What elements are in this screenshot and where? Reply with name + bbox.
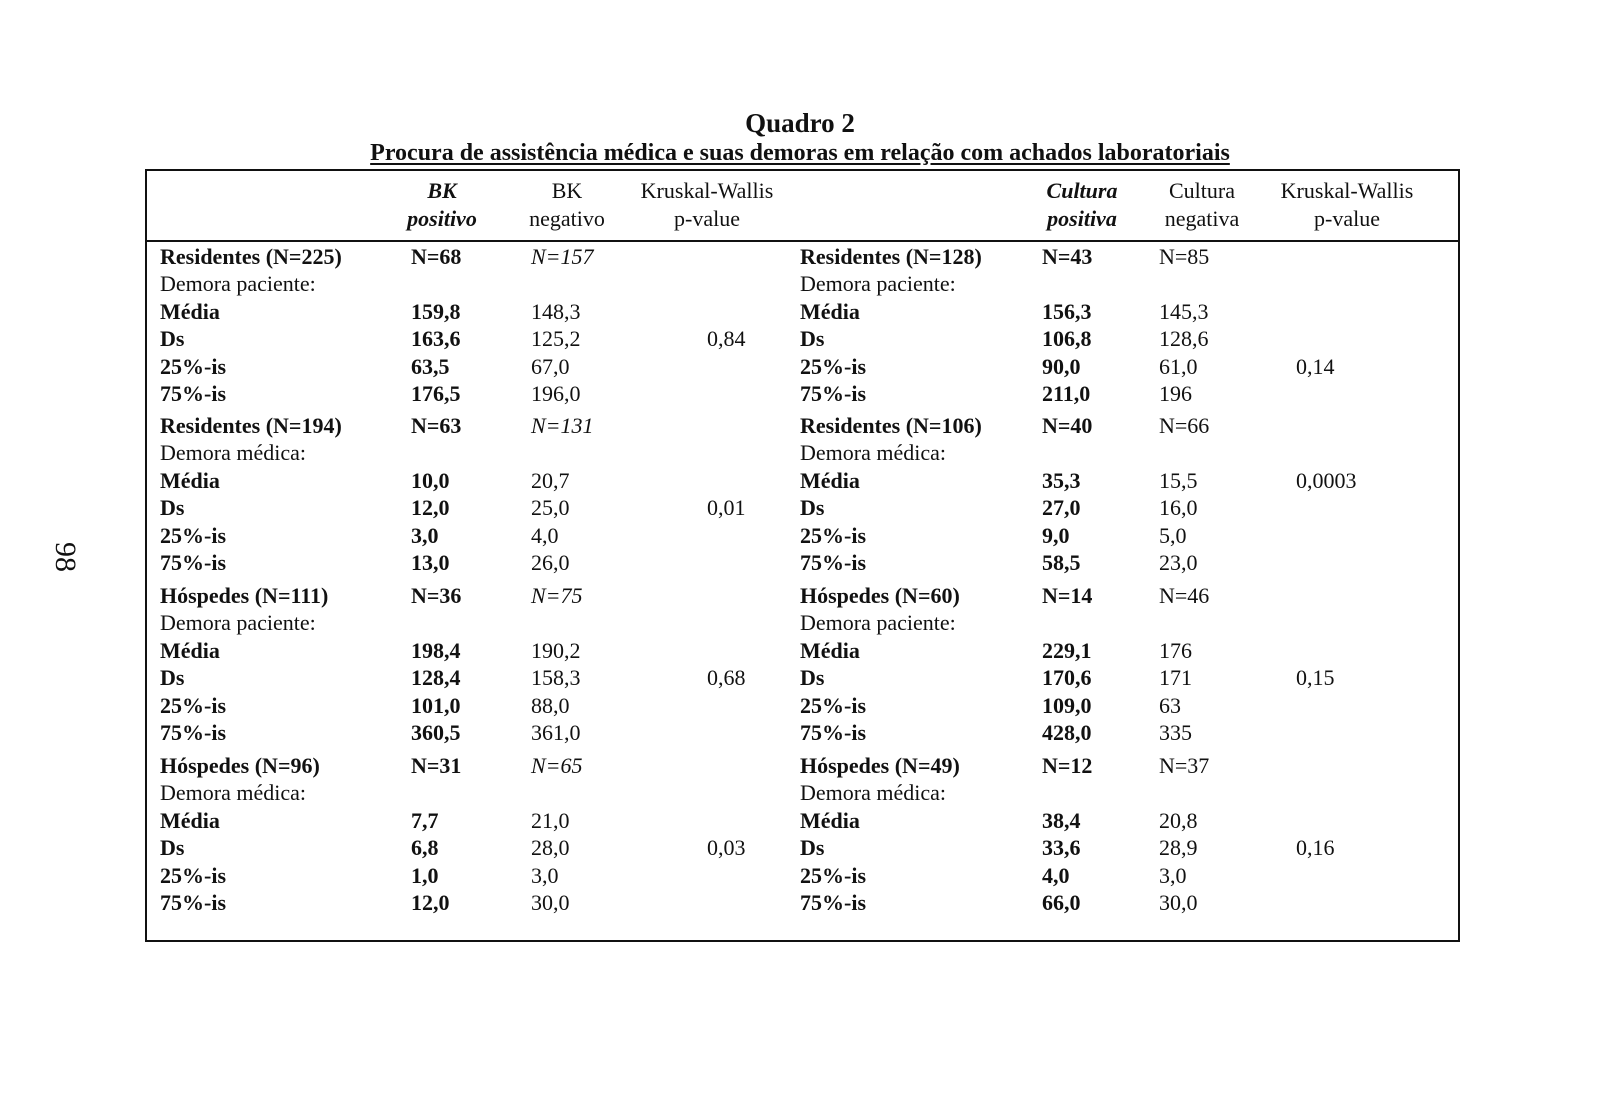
left-value-positive: 101,0: [411, 692, 461, 718]
right-row-label: 75%-is: [800, 550, 866, 575]
left-value-positive: 198,4: [411, 637, 461, 663]
left-row-label: Ds: [160, 835, 185, 861]
right-value-positive: 109,0: [1042, 692, 1092, 718]
left-value-negative: 190,2: [531, 637, 581, 663]
header-cultura-positiva: Cultura positiva: [1046, 178, 1118, 231]
right-row-label: Média: [800, 637, 860, 663]
left-group-label: Residentes (N=225): [160, 244, 342, 269]
header-kruskal-wallis-right: Kruskal-Wallis p-value: [1280, 178, 1414, 231]
left-row-label: 25%-is: [160, 353, 226, 379]
right-value-negative: 16,0: [1159, 495, 1198, 521]
header-cultura-negativa: Cultura negativa: [1164, 178, 1240, 231]
right-value-positive: 66,0: [1042, 890, 1081, 915]
right-n-negative: N=46: [1159, 583, 1210, 608]
right-row-label: 75%-is: [800, 890, 866, 915]
right-value-positive: 4,0: [1042, 862, 1070, 888]
left-n-negative: N=157: [531, 244, 594, 269]
right-row-label: 25%-is: [800, 862, 866, 888]
right-n-negative: N=85: [1159, 244, 1210, 269]
left-row-label: 75%-is: [160, 890, 226, 915]
right-value-positive: 33,6: [1042, 835, 1081, 861]
left-value-negative: 158,3: [531, 665, 581, 691]
left-value-positive: 3,0: [411, 522, 439, 548]
right-p-value: 0,14: [1296, 353, 1335, 379]
left-row-label: 75%-is: [160, 720, 226, 745]
right-value-negative: 171: [1159, 665, 1192, 691]
left-value-negative: 148,3: [531, 298, 581, 324]
right-value-negative: 30,0: [1159, 890, 1198, 915]
left-value-negative: 67,0: [531, 353, 570, 379]
right-value-negative: 128,6: [1159, 326, 1209, 352]
right-p-value: 0,16: [1296, 835, 1335, 861]
left-row-label: 25%-is: [160, 522, 226, 548]
left-row-label: Ds: [160, 326, 185, 352]
right-n-positive: N=43: [1042, 244, 1093, 269]
right-p-value: 0,15: [1296, 665, 1335, 691]
right-row-label: 25%-is: [800, 692, 866, 718]
right-group-label: Residentes (N=106): [800, 413, 982, 438]
left-row-label: Média: [160, 637, 220, 663]
right-row-label: 75%-is: [800, 720, 866, 745]
right-value-negative: 61,0: [1159, 353, 1198, 379]
right-n-positive: N=14: [1042, 583, 1093, 608]
right-row-label: Média: [800, 807, 860, 833]
right-value-negative: 335: [1159, 720, 1192, 745]
header-divider: [147, 240, 1458, 242]
right-value-positive: 211,0: [1042, 381, 1091, 406]
left-block-subtitle: Demora médica:: [160, 780, 306, 806]
left-n-negative: N=75: [531, 583, 583, 608]
left-value-negative: 196,0: [531, 381, 581, 406]
right-value-negative: 28,9: [1159, 835, 1198, 861]
left-n-negative: N=65: [531, 753, 583, 778]
left-row-label: Ds: [160, 665, 185, 691]
left-value-negative: 20,7: [531, 467, 570, 493]
left-row-label: Média: [160, 807, 220, 833]
right-value-positive: 35,3: [1042, 467, 1081, 493]
right-value-positive: 27,0: [1042, 495, 1081, 521]
left-row-label: Média: [160, 467, 220, 493]
right-row-label: Média: [800, 467, 860, 493]
right-value-positive: 58,5: [1042, 550, 1081, 575]
right-value-positive: 156,3: [1042, 298, 1092, 324]
right-row-label: Média: [800, 298, 860, 324]
header-kruskal-wallis-left: Kruskal-Wallis p-value: [640, 178, 774, 231]
left-value-positive: 6,8: [411, 835, 439, 861]
left-row-label: Ds: [160, 495, 185, 521]
right-row-label: 25%-is: [800, 522, 866, 548]
left-n-positive: N=63: [411, 413, 462, 438]
left-value-negative: 26,0: [531, 550, 570, 575]
left-group-label: Hóspedes (N=96): [160, 753, 320, 778]
data-table: [145, 169, 1460, 942]
right-block-subtitle: Demora paciente:: [800, 271, 956, 297]
header-bk-positivo: BK positivo: [407, 178, 477, 231]
right-group-label: Hóspedes (N=60): [800, 583, 960, 608]
left-value-positive: 12,0: [411, 890, 450, 915]
right-value-negative: 196: [1159, 381, 1192, 406]
right-value-positive: 38,4: [1042, 807, 1081, 833]
right-row-label: 75%-is: [800, 381, 866, 406]
right-n-negative: N=37: [1159, 753, 1210, 778]
left-row-label: Média: [160, 298, 220, 324]
left-row-label: 25%-is: [160, 692, 226, 718]
left-row-label: 25%-is: [160, 862, 226, 888]
left-n-negative: N=131: [531, 413, 594, 438]
left-n-positive: N=31: [411, 753, 462, 778]
left-value-positive: 63,5: [411, 353, 450, 379]
right-group-label: Hóspedes (N=49): [800, 753, 960, 778]
right-value-positive: 428,0: [1042, 720, 1092, 745]
right-row-label: Ds: [800, 495, 825, 521]
left-value-positive: 159,8: [411, 298, 461, 324]
left-n-positive: N=36: [411, 583, 462, 608]
left-block-subtitle: Demora médica:: [160, 440, 306, 466]
right-row-label: Ds: [800, 835, 825, 861]
left-value-positive: 1,0: [411, 862, 439, 888]
left-value-positive: 7,7: [411, 807, 439, 833]
left-block-subtitle: Demora paciente:: [160, 610, 316, 636]
right-value-negative: 20,8: [1159, 807, 1198, 833]
right-value-positive: 90,0: [1042, 353, 1081, 379]
page-number: 98: [49, 542, 82, 572]
left-value-negative: 21,0: [531, 807, 570, 833]
left-value-positive: 10,0: [411, 467, 450, 493]
left-group-label: Hóspedes (N=111): [160, 583, 329, 608]
right-value-positive: 106,8: [1042, 326, 1092, 352]
left-value-positive: 163,6: [411, 326, 461, 352]
left-value-negative: 28,0: [531, 835, 570, 861]
right-row-label: 25%-is: [800, 353, 866, 379]
right-row-label: Ds: [800, 326, 825, 352]
right-block-subtitle: Demora paciente:: [800, 610, 956, 636]
left-p-value: 0,84: [707, 326, 746, 352]
right-row-label: Ds: [800, 665, 825, 691]
left-row-label: 75%-is: [160, 550, 226, 575]
left-value-negative: 125,2: [531, 326, 581, 352]
left-value-negative: 361,0: [531, 720, 581, 745]
right-value-negative: 176: [1159, 637, 1192, 663]
right-value-negative: 63: [1159, 692, 1181, 718]
right-block-subtitle: Demora médica:: [800, 440, 946, 466]
right-n-negative: N=66: [1159, 413, 1210, 438]
left-value-positive: 12,0: [411, 495, 450, 521]
right-p-value: 0,0003: [1296, 467, 1357, 493]
left-value-negative: 30,0: [531, 890, 570, 915]
header-bk-negativo: BK negativo: [529, 178, 605, 231]
left-value-negative: 4,0: [531, 522, 559, 548]
right-n-positive: N=12: [1042, 753, 1093, 778]
right-value-negative: 145,3: [1159, 298, 1209, 324]
right-value-negative: 5,0: [1159, 522, 1187, 548]
right-value-negative: 15,5: [1159, 467, 1198, 493]
right-value-positive: 9,0: [1042, 522, 1070, 548]
right-value-negative: 3,0: [1159, 862, 1187, 888]
left-row-label: 75%-is: [160, 381, 226, 406]
right-block-subtitle: Demora médica:: [800, 780, 946, 806]
left-value-positive: 360,5: [411, 720, 461, 745]
left-value-positive: 176,5: [411, 381, 461, 406]
left-value-negative: 25,0: [531, 495, 570, 521]
right-group-label: Residentes (N=128): [800, 244, 982, 269]
left-p-value: 0,03: [707, 835, 746, 861]
left-value-positive: 128,4: [411, 665, 461, 691]
left-block-subtitle: Demora paciente:: [160, 271, 316, 297]
left-value-negative: 3,0: [531, 862, 559, 888]
left-p-value: 0,01: [707, 495, 746, 521]
left-group-label: Residentes (N=194): [160, 413, 342, 438]
left-value-positive: 13,0: [411, 550, 450, 575]
left-value-negative: 88,0: [531, 692, 570, 718]
left-n-positive: N=68: [411, 244, 462, 269]
left-p-value: 0,68: [707, 665, 746, 691]
right-n-positive: N=40: [1042, 413, 1093, 438]
table-title: Quadro 2: [745, 108, 855, 138]
right-value-positive: 229,1: [1042, 637, 1092, 663]
right-value-negative: 23,0: [1159, 550, 1198, 575]
table-subtitle: Procura de assistência médica e suas demoras em relação com achados laboratoriais: [370, 140, 1230, 166]
right-value-positive: 170,6: [1042, 665, 1092, 691]
